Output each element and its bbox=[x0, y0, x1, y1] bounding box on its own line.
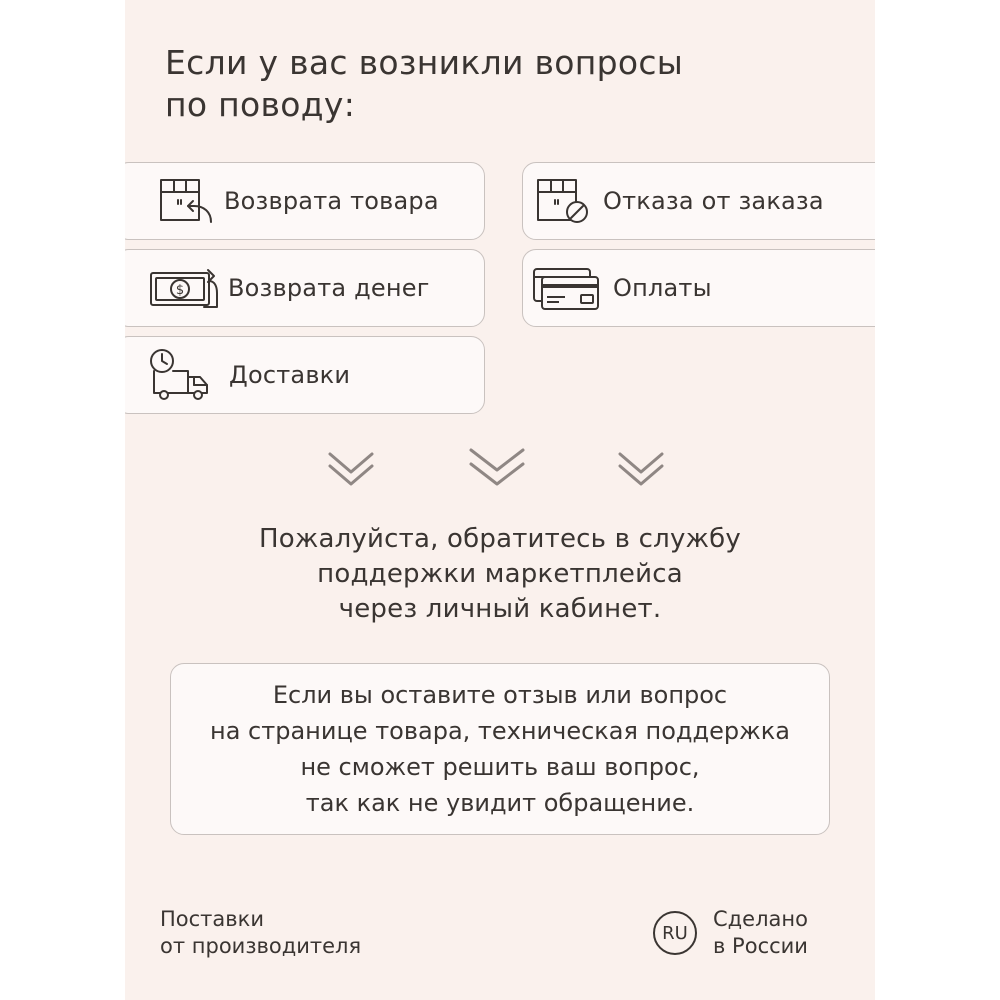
footer-line: в России bbox=[713, 934, 808, 958]
note-line: на странице товара, техническая поддержка bbox=[210, 717, 790, 745]
page-title bbox=[165, 42, 683, 126]
double-chevron-down-icon bbox=[326, 446, 376, 490]
footer-line: от производителя bbox=[160, 934, 362, 958]
topic-label: Доставки bbox=[229, 361, 351, 389]
svg-text:$: $ bbox=[175, 283, 185, 298]
support-message bbox=[125, 522, 875, 627]
topic-label: Возврата товара bbox=[224, 187, 439, 215]
topic-payment bbox=[522, 249, 875, 327]
footer-line: Поставки bbox=[160, 907, 264, 931]
box-cancel-icon bbox=[535, 176, 591, 228]
title-line: по поводу: bbox=[165, 85, 356, 124]
note-text bbox=[210, 677, 790, 821]
badge-text: RU bbox=[662, 922, 688, 944]
title-line: Если у вас возникли вопросы bbox=[165, 43, 684, 82]
topic-return-goods bbox=[125, 162, 485, 240]
double-chevron-down-icon bbox=[467, 446, 527, 490]
double-chevron-down-icon bbox=[616, 446, 666, 490]
note-line: так как не увидит обращение. bbox=[305, 789, 695, 817]
topic-order-cancel bbox=[522, 162, 875, 240]
warning-note bbox=[170, 663, 830, 835]
delivery-truck-icon bbox=[146, 347, 212, 403]
message-line: поддержки маркетплейса bbox=[317, 559, 683, 589]
topic-label: Возврата денег bbox=[228, 274, 430, 302]
topic-label: Оплаты bbox=[613, 274, 712, 302]
message-line: через личный кабинет. bbox=[338, 594, 662, 624]
box-return-icon bbox=[158, 176, 214, 228]
money-return-icon bbox=[148, 267, 220, 311]
credit-cards-icon bbox=[531, 265, 601, 313]
topic-delivery bbox=[125, 336, 485, 414]
footer-made-in bbox=[713, 906, 808, 960]
message-line: Пожалуйста, обратитесь в службу bbox=[259, 524, 741, 554]
note-line: Если вы оставите отзыв или вопрос bbox=[272, 681, 728, 709]
ru-badge-icon bbox=[653, 911, 697, 955]
topic-money-return bbox=[125, 249, 485, 327]
topic-label: Отказа от заказа bbox=[603, 187, 824, 215]
footer-supplier bbox=[160, 906, 361, 960]
footer-line: Сделано bbox=[713, 907, 808, 931]
note-line: не сможет решить ваш вопрос, bbox=[300, 753, 700, 781]
info-card bbox=[125, 0, 875, 1000]
